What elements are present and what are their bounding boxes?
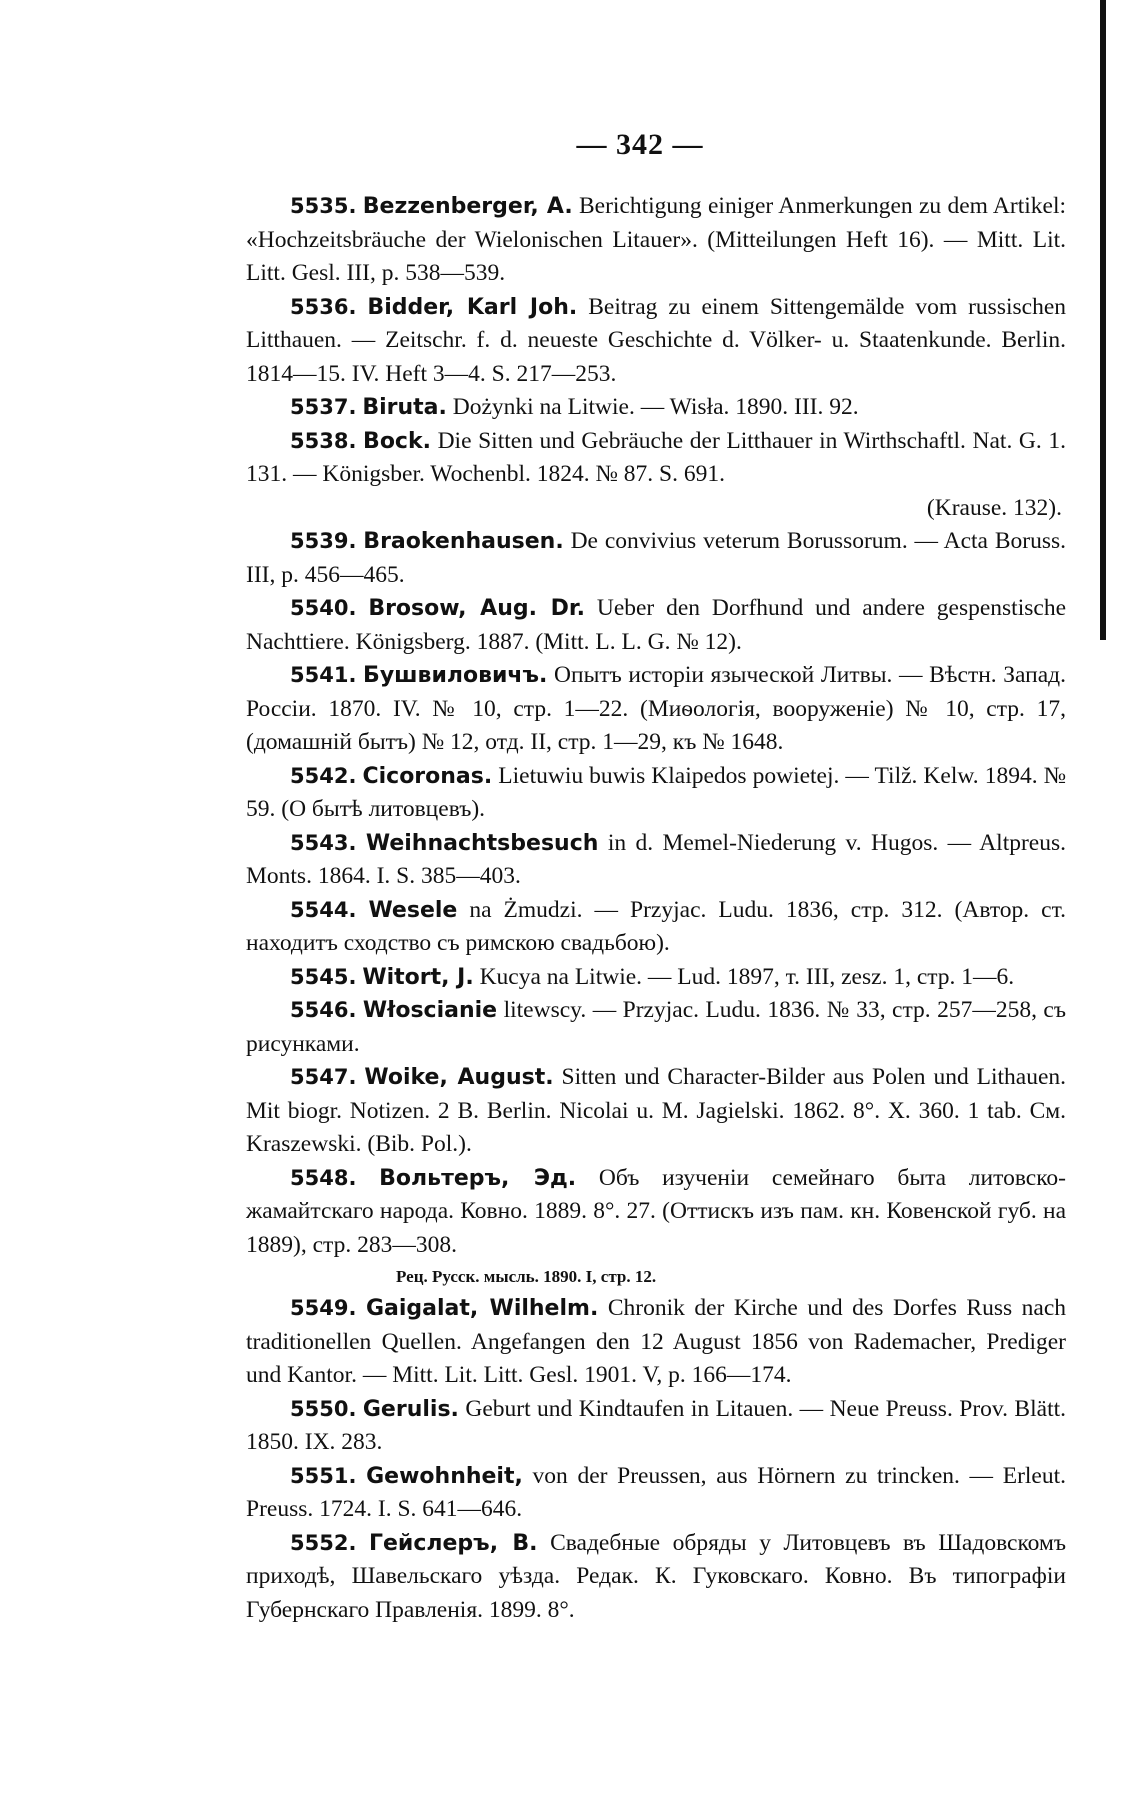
entry-text: Chronik der Kirche und des Dorfes Russ nach traditionellen Quellen. Angefangen den 12 August 1856 von Rademacher, Prediger und Kantor. — Mitt. Lit. Litt. Gesl. 1901. V, p. 166—174. <box>246 1295 1066 1388</box>
review-note: Рец. Русск. мысль. 1890. I, стр. 12. <box>396 1267 657 1286</box>
entry-5540 <box>246 592 1066 659</box>
entry-number: 5552. <box>290 1530 357 1555</box>
entry-5543 <box>246 827 1066 894</box>
entry-5537 <box>246 391 1066 425</box>
entry-number: 5535. <box>290 194 357 218</box>
entry-number: 5547. <box>290 1065 357 1089</box>
entry-5536 <box>246 291 1066 392</box>
entry-author: Gerulis. <box>362 1396 459 1422</box>
entry-number: 5545. <box>290 964 357 989</box>
entry-source-note: (Krause. 132). <box>926 494 1062 521</box>
entry-number: 5550. <box>290 1396 357 1421</box>
entry-author: Bidder, Karl Joh. <box>367 294 578 320</box>
entry-author: Gewohnheit, <box>366 1463 523 1489</box>
entry-text: na Żmudzi. — Przyjac. Ludu. 1836, стр. 312. (Автор. ст. находитъ сходство съ римскою свадьбою). <box>246 896 1066 956</box>
entry-text: Lietuwiu buwis Klaipedos powietej. — Tilž. Kelw. 1894. № 59. (О бытѣ литовцевъ). <box>246 762 1067 822</box>
bibliography-list <box>246 190 1066 1627</box>
entry-text: Свадебные обряды у Литовцевъ въ Шадовскомъ приходѣ, Шавельскаго уѣзда. Редак. К. Гуковскаго. Ковно. Въ типографіи Губернскаго Правленія. 1899. 8°. <box>246 1529 1067 1623</box>
entry-5549 <box>246 1292 1066 1393</box>
entry-number: 5537. <box>290 395 357 419</box>
entry-number: 5540. <box>290 596 357 620</box>
entry-author: Bezzenberger, A. <box>362 194 573 219</box>
entry-author: Witort, J. <box>362 964 474 990</box>
entry-number: 5542. <box>290 763 357 788</box>
entry-author: Woike, August. <box>364 1065 554 1090</box>
entry-author: Бушвиловичъ. <box>363 663 548 688</box>
entry-number: 5541. <box>290 663 357 687</box>
entry-5546 <box>246 994 1066 1061</box>
entry-number: 5539. <box>290 529 357 553</box>
entry-author: Gaigalat, Wilhelm. <box>365 1296 599 1321</box>
entry-text: von der Preussen, aus Hörnern zu trincken. — Erleut. Preuss. 1724. I. S. 641—646. <box>246 1462 1067 1522</box>
entry-author: Biruta. <box>362 395 447 420</box>
entry-author: Braokenhausen. <box>363 529 564 554</box>
entry-5539 <box>246 525 1066 592</box>
entry-text: Berichtigung einiger Anmerkungen zu dem Artikel: «Hochzeitsbräuche der Wielonischen Litauer». (Mitteilungen Heft 16). — Mitt. Lit. Litt. Gesl. III, p. 538—539. <box>246 193 1067 286</box>
entry-number: 5548. <box>290 1165 357 1190</box>
entry-text: Kucya na Litwie. — Lud. 1897, т. III, zesz. 1, стр. 1—6. <box>479 963 1015 990</box>
entry-text: litewscy. — Przyjac. Ludu. 1836. № 33, стр. 257—258, съ рисунками. <box>246 997 1067 1057</box>
entry-author: Bock. <box>363 428 431 454</box>
entry-5552 <box>246 1527 1066 1628</box>
entry-5541 <box>246 659 1066 760</box>
entry-number: 5549. <box>290 1296 357 1320</box>
entry-text: Die Sitten und Gebräuche der Litthauer in Wirthschaftl. Nat. G. 1. 131. — Königsber. Wochenbl. 1824. № 87. S. 691. <box>246 427 1067 487</box>
entry-text: in d. Memel-Niederung v. Hugos. — Altpreus. Monts. 1864. I. S. 385—403. <box>246 829 1067 889</box>
entry-author: Włoscianie <box>362 998 498 1023</box>
entry-text: Объ изученіи семейнаго быта литовско-жамайтскаго народа. Ковно. 1889. 8°. 27. (Оттискъ изъ пам. кн. Ковенской губ. на 1889), стр. 283—308. <box>246 1164 1067 1258</box>
entry-text: Опытъ исторіи языческой Литвы. — Вѣстн. Запад. Россіи. 1870. IV. № 10, стр. 1—22. (Миѳологія, вооруженіе) № 10, стр. 17, (домашній бытъ) № 12, отд. II, стр. 1—29, къ № 1648. <box>246 662 1067 755</box>
page-edge-shadow <box>1100 0 1106 640</box>
entry-5535 <box>246 190 1066 291</box>
entry-author: Cicoronas. <box>362 763 493 789</box>
entry-author: Гейслеръ, В. <box>368 1530 538 1556</box>
entry-text: Ueber den Dorfhund und andere gespenstische Nachttiere. Königsberg. 1887. (Mitt. L. L. G. № 12). <box>246 595 1066 655</box>
entry-5542 <box>246 760 1066 827</box>
entry-text: De convivius veterum Borussorum. — Acta Boruss. III, p. 456—465. <box>246 528 1066 588</box>
entry-number: 5544. <box>290 897 357 922</box>
entry-author: Вольтеръ, Эд. <box>379 1165 577 1191</box>
entry-5544 <box>246 894 1066 961</box>
entry-5550 <box>246 1393 1066 1460</box>
entry-number: 5543. <box>290 830 357 855</box>
entry-number: 5551. <box>290 1463 357 1488</box>
entry-5551 <box>246 1460 1066 1527</box>
entry-author: Brosow, Aug. Dr. <box>368 596 585 621</box>
entry-number: 5538. <box>290 428 357 453</box>
entry-text: Dożynki na Litwie. — Wisła. 1890. III. 92. <box>452 394 859 420</box>
entry-5547 <box>246 1061 1066 1162</box>
entry-text: Sitten und Character-Bilder aus Polen und Lithauen. Mit biogr. Notizen. 2 B. Berlin. Nicolai u. M. Jagielski. 1862. 8°. X. 360. 1 tab. См. Kraszewski. (Bib. Pol.). <box>246 1064 1067 1157</box>
entry-author: Weihnachtsbesuch <box>365 830 599 856</box>
entry-5545 <box>246 961 1066 995</box>
entry-author: Wesele <box>368 897 458 923</box>
entry-number: 5546. <box>290 998 357 1022</box>
entry-5548 <box>246 1162 1066 1263</box>
page-number: — 342 — <box>576 128 704 161</box>
entry-text: Geburt und Kindtaufen in Litauen. — Neue Preuss. Prov. Blätt. 1850. IX. 283. <box>246 1395 1067 1455</box>
entry-number: 5536. <box>290 294 357 319</box>
entry-5538 <box>246 425 1066 526</box>
entry-text: Beitrag zu einem Sittengemälde vom russischen Litthauen. — Zeitschr. f. d. neueste Geschichte d. Völker- u. Staatenkunde. Berlin. 1814—15. IV. Heft 3—4. S. 217—253. <box>246 293 1067 387</box>
